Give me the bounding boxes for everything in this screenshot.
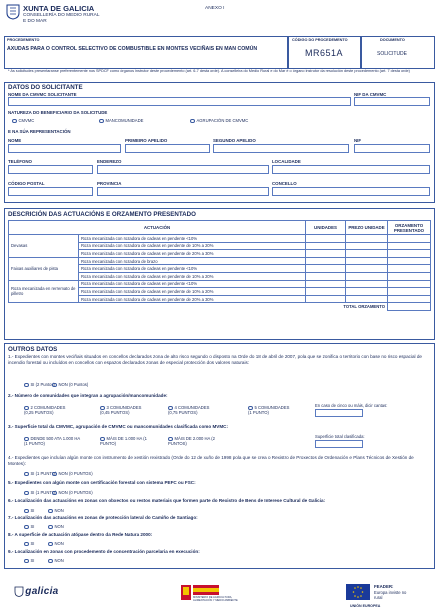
nif-label: NIF — [354, 138, 362, 143]
feader-sub: Europa inviste no rural — [374, 590, 407, 600]
q3-option-2000[interactable]: MÁIS DE 2.000 HA (2 PUNTOS) — [168, 436, 215, 447]
doc-value: SOLICITUDE — [377, 51, 408, 57]
col-action-header: ACTUACIÓN — [9, 221, 306, 235]
units-input[interactable] — [306, 257, 346, 265]
localidade-field[interactable] — [272, 165, 430, 174]
price-input[interactable] — [346, 288, 388, 296]
actions-table — [8, 220, 431, 311]
budget-input[interactable] — [388, 250, 431, 258]
dept-line2: E DO MAR — [23, 19, 47, 24]
cmvmc-name-label: NOME DA CMVMC SOLICITANTE — [8, 92, 77, 97]
units-input[interactable] — [306, 272, 346, 280]
q7-option-si[interactable]: SI — [24, 524, 34, 529]
q1-option-non[interactable]: NON (0 Puntos) — [52, 382, 88, 387]
price-input[interactable] — [346, 272, 388, 280]
eu-flag — [346, 584, 370, 600]
q3-side-label: Superficie total clasificada: — [315, 434, 365, 439]
q8-option-non[interactable]: NON — [48, 541, 64, 546]
procedure-label: PROCEDEMENTO — [7, 38, 40, 42]
q9-option-non[interactable]: NON — [48, 558, 64, 563]
feader-label: FEADER: — [374, 584, 394, 589]
action-cell: Roza mecanizada con rozadora de cadeas en pendente <10% — [79, 280, 306, 288]
q2-option-3[interactable]: 3 COMUNIDADES (0,45 PUNTOS) — [100, 405, 142, 416]
table-row — [9, 280, 431, 288]
budget-input[interactable] — [388, 280, 431, 288]
apelido2-label: SEGUNDO APELIDO — [213, 138, 256, 143]
galicia-wordmark: galicia — [25, 586, 59, 597]
budget-input[interactable] — [388, 265, 431, 273]
provincia-label: PROVINCIA — [97, 181, 122, 186]
col-units-header: UNIDADES — [306, 221, 346, 235]
apelido1-label: PRIMEIRO APELIDO — [125, 138, 168, 143]
nome-label: NOME — [8, 138, 22, 143]
nome-field[interactable] — [8, 144, 121, 153]
price-input[interactable] — [346, 295, 388, 303]
table-row — [9, 257, 431, 265]
q5-text: 5.- Expedientes con algún monte con certificación forestal con sistema PEFC ou FSC: — [8, 480, 196, 485]
q2-option-5[interactable]: 5 COMUNIDADES (1 PUNTO) — [248, 405, 290, 416]
xunta-logo — [6, 4, 20, 20]
group-faixas: Faixas auxiliares de pista — [9, 257, 79, 280]
total-label: TOTAL ORZAMENTO — [9, 303, 388, 311]
apelido2-field[interactable] — [213, 144, 349, 153]
nature-option-agrupacion[interactable]: AGRUPACIÓN DE CMVMC — [190, 118, 248, 123]
actions-title: DESCRICIÓN DAS ACTUACIÓNS E ORZAMENTO PRESENTADO — [8, 211, 196, 218]
q1-text: 1.- Expedientes con montes veciñais situados en concellos declarados zona de alto risco segundo o disposto na Orde do 18 de abril de 2007, pola que se zonifica o territorio con base no risco espacial de incendio forestal ou incluídos en concellos con espazos declarados zonas de especial protección dos valores naturais: — [8, 354, 422, 365]
q6-text: 6.- Localización das actuacións en zonas con obxectos ou restos materiais que formen parte do Rexistro de Bens de Interese Cultural de Galicia: — [8, 498, 326, 503]
total-input[interactable] — [388, 303, 431, 311]
enderezo-field[interactable] — [97, 165, 269, 174]
price-input[interactable] — [346, 257, 388, 265]
q6-option-si[interactable]: SI — [24, 508, 34, 513]
action-cell: Roza mecanizada con rozadora de brazo — [79, 257, 306, 265]
budget-input[interactable] — [388, 272, 431, 280]
col-budget-header: ORZAMENTO PRESENTADO — [388, 221, 431, 235]
group-rerremato: Roza mecanizada en rerremato de pilletro — [9, 280, 79, 303]
col-price-header: PREZO UNIDADE — [346, 221, 388, 235]
budget-input[interactable] — [388, 257, 431, 265]
nature-option-mancomunidade[interactable]: MANCOMUNIDADE — [99, 118, 143, 123]
concello-field[interactable] — [272, 187, 430, 196]
q7-text: 7.- Localización das actuacións en zonas de protección lateral do Camiño de Santiago: — [8, 515, 198, 520]
budget-input[interactable] — [388, 295, 431, 303]
q9-text: 9.- Localización en zonas con procedemento de concentración parcelaria en execución: — [8, 549, 200, 554]
q2-text: 2.- Número de comunidades que integran a agrupación/mancomunidade: — [8, 393, 168, 398]
doc-label: DOCUMENTO — [380, 38, 405, 42]
units-input[interactable] — [306, 288, 346, 296]
instructions-note: * As solicitudes presentaranse preferentemente nos SPDCF como órganos instrutor deste procedemento (art. 6-7 desta orde). A conselleira do Medio Rural e do Mar é o órgano instrutor da resolución deste procedemento (art. 7 desta orde) — [8, 69, 410, 73]
provincia-field[interactable] — [97, 187, 269, 196]
ministry-name: MINISTERIO DE AGRICULTURA, ALIMENTACIÓN Y MEDIO AMBIENTE — [193, 596, 238, 602]
procedure-title: AXUDAS PARA O CONTROL SELECTIVO DE COMBUSTIBLE EN MONTES VECIÑAIS EN MAN COMÚN — [7, 46, 258, 52]
nif-cmvmc-label: NIF DA CMVMC — [354, 92, 387, 97]
action-cell: Roza mecanizada con rozadora de cadeas en pendente <10% — [79, 235, 306, 243]
concello-label: CONCELLO — [272, 181, 297, 186]
nature-option-cmvmc[interactable]: CMVMC — [12, 118, 34, 123]
cp-label: CÓDIGO POSTAL — [8, 181, 45, 186]
q2-option-2[interactable]: 2 COMUNIDADES (0,25 PUNTOS) — [24, 405, 66, 416]
price-input[interactable] — [346, 242, 388, 250]
q8-option-si[interactable]: SI — [24, 541, 34, 546]
action-cell: Roza mecanizada con rozadora de cadeas en pendente <10% — [79, 265, 306, 273]
nif-field[interactable] — [354, 144, 430, 153]
action-cell: Roza mecanizada con rozadora de cadeas en pendente de 10% a 20% — [79, 272, 306, 280]
telefono-label: TELÉFONO — [8, 159, 32, 164]
cp-field[interactable] — [8, 187, 93, 196]
units-input[interactable] — [306, 250, 346, 258]
action-cell: Roza mecanizada con rozadora de cadeas en pendente de 20% a 30% — [79, 295, 306, 303]
other-title: OUTROS DATOS — [8, 346, 58, 353]
budget-input[interactable] — [388, 242, 431, 250]
group-devasas: Devasas — [9, 235, 79, 258]
action-cell: Roza mecanizada con rozadora de cadeas en pendente de 20% a 30% — [79, 250, 306, 258]
q6-option-non[interactable]: NON — [48, 508, 64, 513]
units-input[interactable] — [306, 265, 346, 273]
q3-option-1000[interactable]: MÁIS DE 1.000 HA (1 PUNTO) — [100, 436, 147, 447]
q4-text: 4.- Expedientes que incluían algún monte con instrumento de xestión rexistrado (Orde do 12 de xuño de 1998 pola que se crea o Rexistro de Proxectos de Ordenación e Plans Técnicos de Xestión de Montes): — [8, 455, 414, 466]
enderezo-label: ENDEREZO — [97, 159, 122, 164]
representation-label: E NA SÚA REPRESENTACIÓN — [8, 129, 71, 134]
apelido1-field[interactable] — [125, 144, 210, 153]
q4-option-si[interactable]: SI (1 PUNTO) — [24, 471, 56, 476]
q2-option-4[interactable]: 4 COMUNIDADES (0,75 PUNTOS) — [168, 405, 210, 416]
table-row — [9, 235, 431, 243]
q8-text: 8.- A superficie de actuación atópase dentro da Rede Natura 2000: — [8, 532, 153, 537]
dept-line1: CONSELLERÍA DO MEDIO RURAL — [23, 13, 100, 18]
galicia-logo-icon — [14, 586, 24, 597]
price-input[interactable] — [346, 265, 388, 273]
galicia-logo — [14, 586, 59, 597]
q5-option-si[interactable]: SI (1 PUNTO) — [24, 490, 56, 495]
q7-option-non[interactable]: NON — [48, 524, 64, 529]
org-name: XUNTA DE GALICIA — [23, 4, 95, 13]
code-value: MR651A — [305, 48, 344, 58]
q2-side-label: En caso de cinco ou máis, dicir cantas: — [315, 403, 388, 408]
action-cell: Roza mecanizada con rozadora de cadeas en pendente de 10% a 20% — [79, 242, 306, 250]
q3-area-field[interactable] — [315, 440, 363, 448]
code-label: CÓDIGO DO PROCEDEMENTO — [292, 38, 348, 42]
units-input[interactable] — [306, 242, 346, 250]
q1-option-si[interactable]: SI (2 Puntos) — [24, 382, 55, 387]
units-input[interactable] — [306, 280, 346, 288]
price-input[interactable] — [346, 250, 388, 258]
q9-option-si[interactable]: SI — [24, 558, 34, 563]
q5-option-non[interactable]: NON (0 PUNTOS) — [52, 490, 93, 495]
action-cell: Roza mecanizada con rozadora de cadeas en pendente de 10% a 20% — [79, 288, 306, 296]
q4-option-non[interactable]: NON (0 PUNTOS) — [52, 471, 93, 476]
nature-label: NATUREZA DO BENEFICIARIO DA SOLICITUDE — [8, 110, 108, 115]
price-input[interactable] — [346, 235, 388, 243]
units-input[interactable] — [306, 295, 346, 303]
budget-input[interactable] — [388, 235, 431, 243]
q3-option-500[interactable]: DENDE 500 ATA 1.000 HA (1 PUNTO) — [24, 436, 80, 447]
eu-label: UNIÓN EUROPEA — [350, 604, 381, 608]
ministry-logo-flag — [193, 585, 219, 595]
applicant-title: DATOS DO SOLICITANTE — [8, 84, 83, 91]
budget-input[interactable] — [388, 288, 431, 296]
telefono-field[interactable] — [8, 165, 93, 174]
nif-cmvmc-field[interactable] — [354, 97, 430, 106]
units-input[interactable] — [306, 235, 346, 243]
cmvmc-name-field[interactable] — [8, 97, 351, 106]
q3-text: 3.- Superficie total da CMVMC, agrupación de CMVMC ou mancomunidades clasificada como MVMC: — [8, 424, 229, 429]
localidade-label: LOCALIDADE — [272, 159, 301, 164]
price-input[interactable] — [346, 280, 388, 288]
annex-label: ANEXO I — [205, 6, 225, 11]
q2-count-field[interactable] — [315, 409, 363, 417]
spain-coat-of-arms — [180, 583, 192, 601]
